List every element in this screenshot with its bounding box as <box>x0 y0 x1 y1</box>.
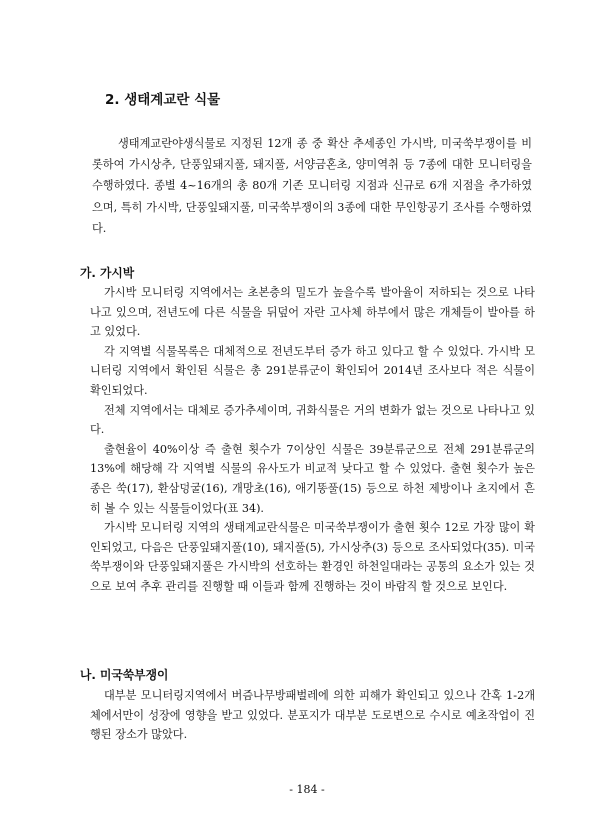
section-intro <box>92 133 532 239</box>
subsection-b-title: 나. 미국쑥부쟁이 <box>80 668 169 682</box>
intro-paragraph: 생태계교란야생식물로 지정된 12개 종 중 확산 추세종인 가시박, 미국쑥부쟁이를 비롯하여 가시상추, 단풍잎돼지풀, 돼지풀, 서양금혼초, 양미역취 등 7종에 대한 모니터링을 수행하였다. 종별 4~16개의 총 80개 기존 모니터링 지점과 신규로 6개 지점을 추가하였으며, 특히 가시박, 단풍잎돼지풀, 미국쑥부쟁이의 3종에 대한 무인항공기 조사를 수행하였다. <box>92 137 532 235</box>
paragraph: 출현율이 40%이상 즉 출현 횟수가 7이상인 식물은 39분류군으로 전체 291분류군의 13%에 해당해 각 지역별 식물의 유사도가 비교적 낮다고 할 수 있었다. 출현 횟수가 높은 종은 쑥(17), 환삼덩굴(16), 개망초(16), 애기똥풀(15) 등으로 하천 제방이나 초지에서 흔히 볼 수 있는 식물들이었다(표 34). <box>90 442 535 515</box>
subsection-a-body <box>90 283 535 597</box>
page-number: - 184 - <box>289 783 325 796</box>
paragraph: 가시박 모니터링 지역의 생태계교란식물은 미국쑥부쟁이가 출현 횟수 12로 가장 많이 확인되었고, 다음은 단풍잎돼지풀(10), 돼지풀(5), 가시상추(3) 등으로 조사되었다(35). 미국쑥부쟁이와 단풍잎돼지풀은 가시박의 선호하는 환경인 하천일대라는 공통의 요소가 있는 것으로 보여 추후 관리를 진행할 때 이들과 함께 진행하는 것이 바람직 할 것으로 보인다. <box>90 521 535 593</box>
subsection-a-title: 가. 가시박 <box>80 266 135 280</box>
section-heading: 2. 생태계교란 식물 <box>105 92 221 108</box>
paragraph: 각 지역별 식물목록은 대체적으로 전년도부터 증가 하고 있다고 할 수 있었다. 가시박 모니터링 지역에서 확인된 식물은 총 291분류군이 확인되어 2014년 조사보다 적은 식물이 확인되었다. <box>90 344 535 397</box>
paragraph: 대부분 모니터링지역에서 버즘나무방패벌레에 의한 피해가 확인되고 있으나 간혹 1-2개체에서만이 성장에 영향을 받고 있었다. 분포지가 대부분 도로변으로 수시로 예초작업이 진행된 장소가 많았다. <box>90 689 535 742</box>
paragraph: 가시박 모니터링 지역에서는 초본층의 밀도가 높을수록 발아율이 저하되는 것으로 나타나고 있으며, 전년도에 다른 식물을 뒤덮어 자란 고사체 하부에서 많은 개체들이 발아를 하고 있었다. <box>90 286 535 339</box>
paragraph: 전체 지역에서는 대체로 증가추세이며, 귀화식물은 거의 변화가 없는 것으로 나타나고 있다. <box>90 403 535 437</box>
subsection-b-body <box>90 686 535 745</box>
